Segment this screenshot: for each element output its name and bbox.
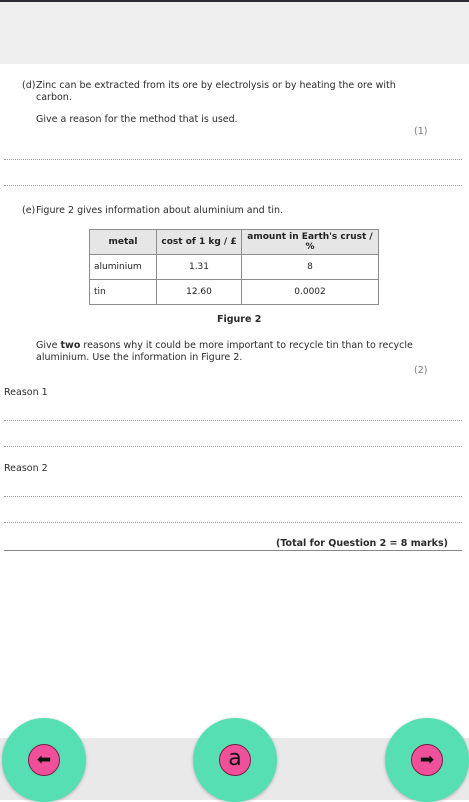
answer-button[interactable] [193,718,277,802]
answer-glyph: a [228,745,242,771]
question-d-prompt: Give a reason for the method that is used. [36,114,238,125]
prompt-give: Give [36,340,61,351]
table-cell: 8 [242,255,379,280]
table-cell: 12.60 [157,280,242,305]
figure-2-table [89,229,379,305]
table-row [90,255,379,280]
answer-line-r1a[interactable] [4,420,462,421]
answer-line-r1b[interactable] [4,446,462,447]
answer-line-d2[interactable] [4,185,462,186]
question-e-marks: (2) [414,365,428,376]
prompt-rest: reasons why it could be more important to recycle tin than to recycle [80,340,413,351]
answer-line-r2a[interactable] [4,496,462,497]
reason-2-label: Reason 2 [4,463,48,474]
left-arrow-icon: ⬅ [28,744,60,776]
answer-line-d1[interactable] [4,159,462,160]
table-cell: 1.31 [157,255,242,280]
table-cell: tin [90,280,157,305]
table-header-cell: metal [90,230,157,255]
table-cell: 0.0002 [242,280,379,305]
table-cell: aluminium [90,255,157,280]
previous-button[interactable] [2,718,86,802]
answer-line-r2b[interactable] [4,522,462,523]
reason-1-label: Reason 1 [4,387,48,398]
top-bar [0,0,469,64]
answer-a-icon [219,744,251,776]
table-row [90,280,379,305]
divider [4,550,462,551]
prompt-bold-two: two [60,340,81,351]
total-marks: (Total for Question 2 = 8 marks) [276,538,448,549]
table-header-cell: cost of 1 kg / £ [157,230,242,255]
right-arrow-icon: ➡ [411,744,443,776]
question-e-intro: Figure 2 gives information about aluminium and tin. [36,205,284,216]
question-d-marks: (1) [414,126,428,137]
table-header-cell: amount in Earth's crust / % [242,230,379,255]
question-d-label: (d) [22,80,36,91]
figure-caption: Figure 2 [217,314,262,325]
question-e-prompt-line2: aluminium. Use the information in Figure 2. [36,352,243,363]
question-d-line2: carbon. [36,92,72,103]
question-e-prompt-line1 [36,340,413,352]
question-d-line1: Zinc can be extracted from its ore by electrolysis or by heating the ore with [36,80,396,91]
next-button[interactable] [385,718,469,802]
table-header-row [90,230,379,255]
question-e-label: (e) [22,205,36,216]
